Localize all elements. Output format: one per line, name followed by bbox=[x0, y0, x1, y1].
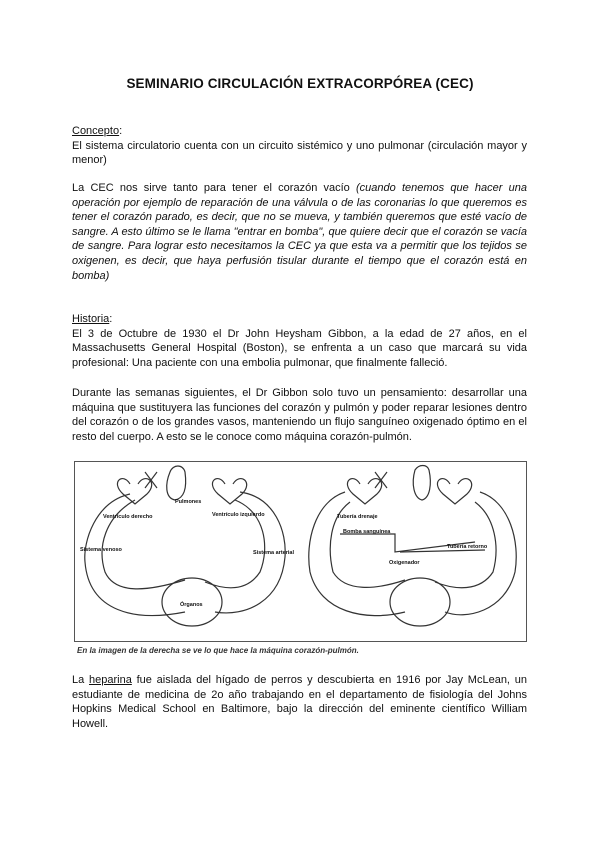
label-sistema-arterial: Sistema arterial bbox=[253, 550, 294, 556]
left-venous-loop bbox=[85, 494, 185, 615]
lungs-shape bbox=[167, 466, 186, 500]
heparina-word: heparina bbox=[89, 674, 132, 686]
heparina-rest: fue aislada del hígado de perros y descubierta en 1916 por Jay McLean, un estudiante de medicina de 2o año trabajando en el departamento de fisiología del Johns Hopkins Medical School en Baltimore, bajo la dirección del eminente científico William Howell. bbox=[72, 674, 527, 730]
concepto-section bbox=[72, 124, 527, 168]
page-title: SEMINARIO CIRCULACIÓN EXTRACORPÓREA (CEC) bbox=[126, 76, 474, 91]
historia-p2-block bbox=[72, 386, 527, 444]
label-pulmones: Pulmones bbox=[175, 499, 202, 505]
label-sistema-venoso: Sistema venoso bbox=[80, 547, 122, 553]
figure-caption: En la imagen de la derecha se ve lo que hace la máquina corazón-pulmón. bbox=[77, 646, 359, 655]
right-heart-shape-2 bbox=[437, 479, 471, 504]
label-ventriculo-izquierdo: Ventrículo izquierdo bbox=[212, 512, 265, 518]
label-tuberia-retorno: Tubería retorno bbox=[447, 544, 488, 550]
cec-italic: (cuando tenemos que hacer una operación por ejemplo de reparación de una válvula o de las coronarias lo que queremos es tener el corazón parado, es decir, que no se mueva, y también queremos que esté vacío de sangre. A esto último se le llama "entrar en bomba", que quiere decir que el corazón se vacía de sangre. Para lograr esto necesitamos la CEC ya que esta va a permitir que los tejidos se oxigenen, es decir, que haya perfusión tisular durante el tiempo que el corazón está en bomba) bbox=[72, 182, 527, 282]
historia-section bbox=[72, 312, 527, 370]
heparina-paragraph bbox=[72, 673, 527, 731]
historia-colon: : bbox=[109, 313, 113, 325]
right-outer-loop-right bbox=[445, 492, 516, 615]
historia-p2: Durante las semanas siguientes, el Dr Gibbon solo tuvo un pensamiento: desarrollar una máquina que sustituyera las funciones del corazón y pulmón y poder reparar lesiones dentro del corazón o de los grandes vasos, manteniendo un flujo sanguíneo oxigenado óptimo en el resto del cuerpo. A esto se le conoce como máquina corazón-pulmón. bbox=[72, 387, 527, 443]
label-organos: Órganos bbox=[180, 602, 203, 608]
label-oxigenador: Oxigenador bbox=[389, 560, 420, 566]
label-bomba-sanguinea: Bomba sanguínea bbox=[343, 529, 391, 535]
concepto-heading: Concepto bbox=[72, 125, 120, 137]
left-ventricle-shape bbox=[212, 479, 246, 504]
cec-paragraph bbox=[72, 181, 527, 283]
right-lungs-shape bbox=[413, 466, 430, 501]
label-ventriculo-derecho: Ventrículo derecho bbox=[103, 514, 153, 520]
right-organs-shape bbox=[390, 578, 450, 626]
circulation-diagram bbox=[75, 462, 526, 641]
heparina-lead: La bbox=[72, 674, 90, 686]
concepto-text: El sistema circulatorio cuenta con un circuito sistémico y uno pulmonar (circulación mayor y menor) bbox=[72, 139, 527, 167]
heart-lung-figure bbox=[74, 461, 527, 642]
label-tuberia-drenaje: Tubería drenaje bbox=[337, 514, 378, 520]
historia-heading: Historia bbox=[72, 313, 110, 325]
cec-lead: La CEC nos sirve tanto para tener el corazón vacío bbox=[72, 182, 357, 194]
concepto-colon: : bbox=[119, 125, 123, 137]
historia-p1: El 3 de Octubre de 1930 el Dr John Heysham Gibbon, a la edad de 27 años, en el Massachusetts General Hospital (Boston), se enfrenta a un caso que marcará su vida profesional: Una paciente con una embolia pulmonar, que finalmente falleció. bbox=[72, 327, 527, 369]
right-heart-shape-1 bbox=[347, 479, 381, 504]
